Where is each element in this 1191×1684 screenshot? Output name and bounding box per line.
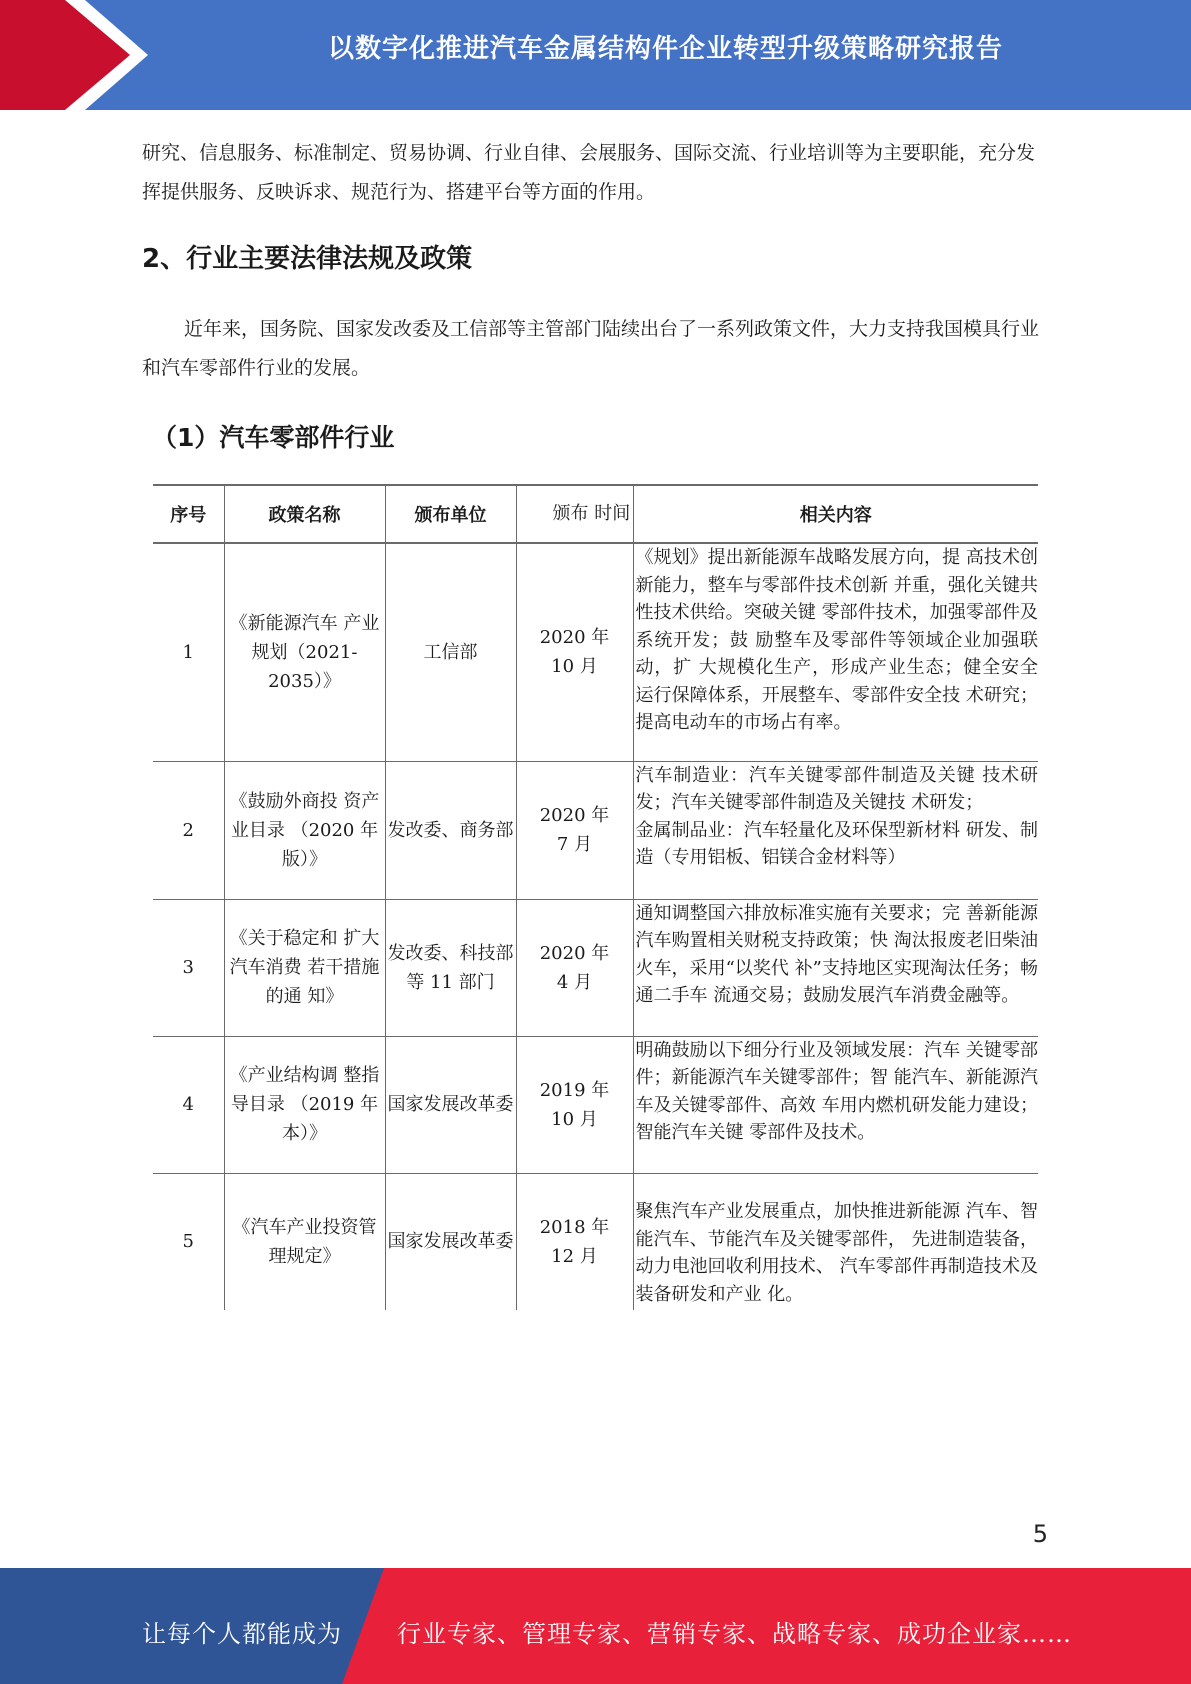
footer-slogan-right: 行业专家、管理专家、营销专家、战略专家、成功企业家…… (397, 1620, 1072, 1648)
row-index: 2 (153, 761, 224, 899)
subsection-heading: （1）汽车零部件行业 (152, 423, 395, 452)
row-time-month: 10 月 (551, 656, 598, 678)
section-heading: 2、行业主要法律法规及政策 (142, 244, 473, 274)
row-content: 《规划》提出新能源车战略发展方向，提 高技术创新能力，整车与零部件技术创新 并重，强化关键共性技术供给。突破关键 零部件技术，加强零部件及系统开发；鼓 励整车及零部件等领域企业加强联动，扩 大规模化生产，形成产业生态；健全安全 运行保障体系，开展整车、零部件安全技 术研究；提高电动车的市场占有率。 (633, 543, 1038, 761)
table-row (153, 761, 1038, 899)
header-content: 相关内容 (633, 485, 1038, 543)
row-issuer: 工信部 (385, 543, 516, 761)
table-row (153, 899, 1038, 1036)
row-index: 3 (153, 899, 224, 1036)
row-time-year: 2018 年 (539, 1216, 610, 1238)
row-time-month: 4 月 (556, 971, 593, 993)
header-banner (0, 0, 1191, 110)
row-index: 1 (153, 543, 224, 761)
table-row (153, 543, 1038, 761)
row-time-year: 2020 年 (539, 942, 610, 964)
row-time-month: 10 月 (551, 1108, 598, 1130)
footer-banner (0, 1568, 1191, 1684)
row-time-year: 2020 年 (539, 627, 610, 649)
table-row (153, 1173, 1038, 1310)
header-index: 序号 (153, 485, 224, 543)
row-content-part: 汽车制造业：汽车关键零部件制造及关键 技术研发；汽车关键零部件制造及关键技 术研发； (635, 764, 1038, 813)
row-name: 《新能源汽车 产业规划（2021-2035）》 (224, 543, 385, 761)
row-time (516, 1173, 633, 1310)
header-name: 政策名称 (224, 485, 385, 543)
row-time-month: 12 月 (551, 1245, 598, 1267)
row-time (516, 1036, 633, 1173)
row-name: 《产业结构调 整指导目录 （2019 年本）》 (224, 1036, 385, 1173)
intro-paragraph: 研究、信息服务、标准制定、贸易协调、行业自律、会展服务、国际交流、行业培训等为主要职能，充分发挥提供服务、反映诉求、规范行为、搭建平台等方面的作用。 (142, 142, 1036, 203)
row-issuer: 发改委、科技部等 11 部门 (385, 899, 516, 1036)
row-name: 《汽车产业投资管理规定》 (224, 1173, 385, 1310)
header-time: 颁布 时间 (516, 485, 633, 543)
row-time (516, 543, 633, 761)
row-issuer: 发改委、商务部 (385, 761, 516, 899)
row-content: 通知调整国六排放标准实施有关要求；完 善新能源汽车购置相关财税支持政策；快 淘汰报废老旧柴油火车，采用“以奖代 补”支持地区实现淘汰任务；畅通二手车 流通交易；鼓励发展汽车消费金融等。 (633, 899, 1038, 1036)
row-index: 4 (153, 1036, 224, 1173)
row-time-month: 7 月 (556, 834, 593, 855)
table-header-row (153, 485, 1038, 543)
row-name: 《关于稳定和 扩大汽车消费 若干措施的通 知》 (224, 899, 385, 1036)
row-issuer: 国家发展改革委 (385, 1036, 516, 1173)
page-number: 5 (1032, 1520, 1048, 1548)
row-time (516, 899, 633, 1036)
row-content (633, 761, 1038, 899)
footer-slogan-left: 让每个人都能成为 (142, 1620, 342, 1648)
table-row (153, 1036, 1038, 1173)
row-content: 聚焦汽车产业发展重点，加快推进新能源 汽车、智能汽车、节能汽车及关键零部件， 先进制造装备，动力电池回收利用技术、 汽车零部件再制造技术及装备研发和产业 化。 (633, 1173, 1038, 1310)
section-paragraph: 近年来，国务院、国家发改委及工信部等主管部门陆续出台了一系列政策文件，大力支持我国模具行业和汽车零部件行业的发展。 (142, 318, 1040, 379)
report-title: 以数字化推进汽车金属结构件企业转型升级策略研究报告 (327, 34, 1003, 64)
row-time-year: 2019 年 (539, 1079, 610, 1101)
header-issuer: 颁布单位 (385, 485, 516, 543)
row-index: 5 (182, 1231, 194, 1253)
row-content-part: 金属制品业：汽车轻量化及环保型新材料 研发、制造（专用铝板、铝镁合金材料等） (635, 819, 1038, 868)
policy-table (153, 484, 1038, 1310)
row-time-year: 2020 年 (539, 805, 610, 826)
row-content: 明确鼓励以下细分行业及领域发展：汽车 关键零部件；新能源汽车关键零部件；智 能汽车、新能源汽车及关键零部件、高效 车用内燃机研发能力建设；智能汽车关键 零部件及技术。 (633, 1036, 1038, 1173)
row-name: 《鼓励外商投 资产业目录 （2020 年版）》 (224, 761, 385, 899)
row-time (516, 761, 633, 899)
row-issuer: 国家发展改革委 (385, 1173, 516, 1310)
